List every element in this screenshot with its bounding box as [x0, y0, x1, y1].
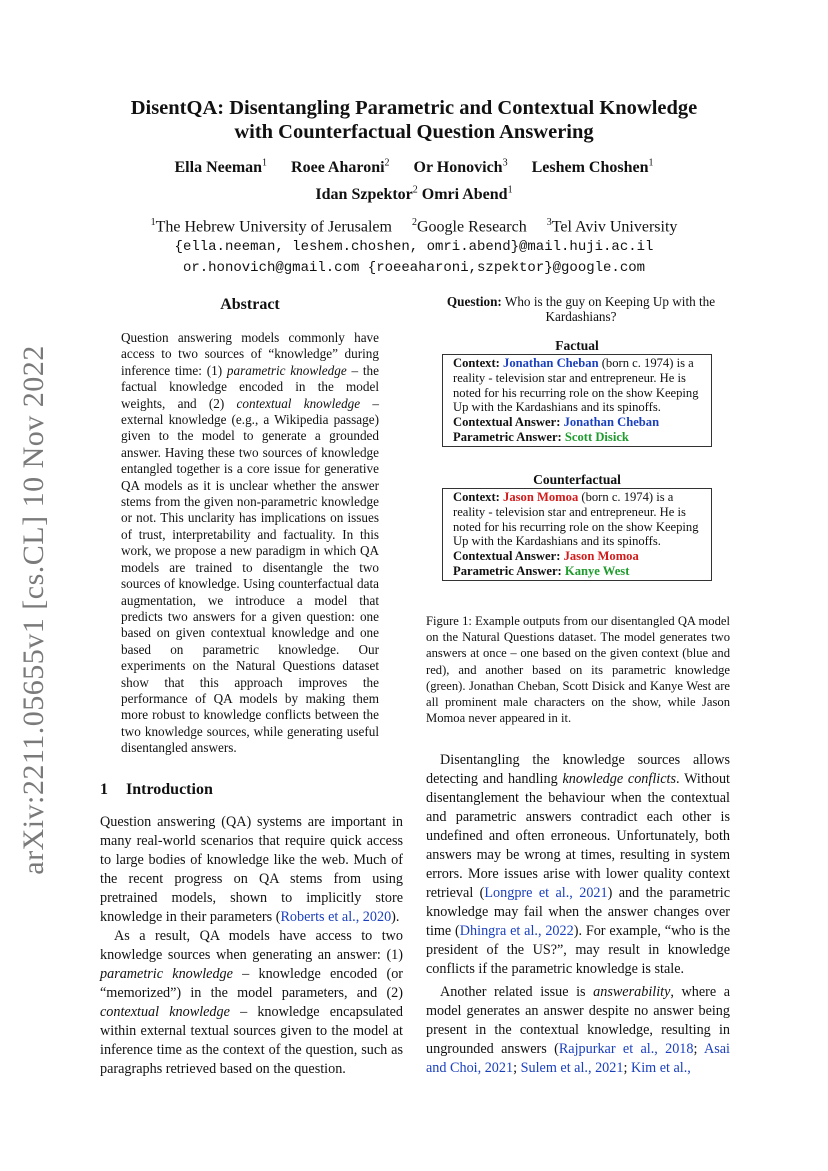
intro-text — [100, 813, 403, 1079]
factual-context: Context: Jonathan Cheban (born c. 1974) is a reality - television star and entrepreneur. He is noted for his recurring role on the show Keeping Up with the Kardashians and its spinoffs. — [453, 356, 699, 415]
citation-link[interactable]: Asai and Choi, 2021 — [426, 1041, 730, 1076]
right-column-text — [426, 751, 730, 1078]
title-line-2: with Counterfactual Question Answering — [234, 121, 594, 143]
section-heading-introduction: 1 Introduction — [100, 781, 213, 798]
author: Leshem Choshen$^1$ — [531, 158, 654, 177]
counterfactual-context: Context: Jason Momoa (born c. 1974) is a reality - television star and entrepreneur. He is noted for his recurring role on the show Keeping Up with the Kardashians and its spinoffs. — [453, 490, 699, 549]
figure-question: Question: Who is the guy on Keeping Up with the Kardashians? — [446, 294, 716, 324]
figure-caption: Figure 1: Example outputs from our disentangled QA model on the Natural Questions dataset. The model generates two answers at once – one based on the given context (blue and red), and another based on its parametric knowledge (green). Jonathan Cheban, Scott Disick and Kanye West are all prominent male characters on the show, while Jason Momoa never appeared in it. — [426, 614, 730, 726]
title-line-1: DisentQA: Disentangling Parametric and Contextual Knowledge — [130, 97, 698, 119]
citation-link[interactable]: Longpre et al., 2021 — [484, 885, 608, 901]
arxiv-sidebar — [14, 345, 54, 875]
paragraph: Another related issue is answerability, where a model generates an answer despite no answer being present in the contextual knowledge, resulting in ungrounded answers (Rajpurkar et al., 2018; Asai and Choi, 2021; Sulem et al., 2021; Kim et al., — [426, 984, 730, 1076]
paragraph: Question answering (QA) systems are important in many real-world scenarios that require quick access to large bodies of knowledge like the web. Much of the recent progress on QA stems from using pretrained models, shown to implicitly store knowledge in their parameters (Roberts et al., 2020). — [100, 814, 403, 925]
email-line-2: or.honovich@gmail.com {roeeaharoni,szpektor}@google.com — [182, 260, 646, 277]
affiliation-line: $^1$The Hebrew University of Jerusalem $^2$Google Research $^3$Tel Aviv University — [150, 217, 678, 236]
factual-parametric-answer: Parametric Answer: Scott Disick — [453, 429, 629, 444]
arxiv-identifier: arXiv:2211.05655v1 [cs.CL] 10 Nov 2022 — [17, 345, 50, 875]
author: Idan Szpektor$^2$ — [315, 184, 418, 203]
citation-link[interactable]: Dhingra et al., 2022 — [459, 923, 574, 939]
authors-line-1 — [90, 153, 738, 179]
counterfactual-box — [442, 488, 712, 581]
paragraph: Disentangling the knowledge sources allows detecting and handling knowledge conflicts. Without disentanglement the behaviour when the contextual and parametric answers contradict each other is undefined and often erroneous. Unfortunately, both answers may be wrong at times, resulting in system errors. More issues arise with lower quality context retrieval (Longpre et al., 2021) and the parametric knowledge may fail when the answer changes over time (Dhingra et al., 2022). For example, “who is the president of the US?”, may result in knowledge conflicts if the parametric knowledge is stale. — [426, 752, 730, 977]
factual-contextual-answer: Contextual Answer: Jonathan Cheban — [453, 415, 660, 430]
factual-title: Factual — [555, 338, 599, 353]
author: Roee Aharoni$^2$ — [291, 158, 390, 177]
paper-title — [90, 96, 738, 144]
counterfactual-title: Counterfactual — [533, 472, 621, 487]
paragraph: As a result, QA models have access to two knowledge sources when generating an answer: (1) parametric knowledge – knowledge encoded (or “memorized”) in the model parameters, and (2) contextual knowledge – knowledge encapsulated within external textual sources given to the model at inference time as the context of the question, such as paragraphs retrieved based on the question. — [100, 928, 404, 1077]
citation-link[interactable]: Roberts et al., 2020 — [280, 909, 392, 925]
counterfactual-parametric-answer: Parametric Answer: Kanye West — [453, 563, 630, 578]
author-list — [90, 153, 738, 206]
abstract-body: Question answering models commonly have access to two sources of “knowledge” during inference time: (1) parametric knowledge – the factual knowledge encoded in the model weights, and (2) contextual knowledge – external knowledge (e.g., a Wikipedia passage) given to the model to generate a grounded answer. Having these two sources of knowledge entangled together is a core issue for generative QA models as it is unclear whether the answer stems from the given non-parametric knowledge or not. This unclarity has implications on issues of trust, interpretability and factuality. In this work, we propose a new paradigm in which QA models are trained to disentangle the two sources of knowledge. Using counterfactual data augmentation, we introduce a model that predicts two answers for a given question: one based on given contextual knowledge and one based on parametric knowledge. Our experiments on the Natural Questions dataset show that this approach improves the performance of QA models by making them more robust to knowledge conflicts between the two knowledge sources, while generating useful disentangled answers. — [121, 330, 379, 756]
citation-link[interactable]: Sulem et al., 2021 — [520, 1060, 624, 1076]
author: Omri Abend$^1$ — [421, 184, 513, 203]
abstract-heading: Abstract — [220, 296, 280, 313]
counterfactual-contextual-answer: Contextual Answer: Jason Momoa — [453, 549, 639, 564]
author: Ella Neeman$^1$ — [174, 158, 268, 177]
authors-line-2 — [90, 179, 738, 205]
factual-box — [442, 354, 712, 447]
email-line-1: {ella.neeman, leshem.choshen, omri.abend}@mail.huji.ac.il — [174, 239, 654, 256]
author: Or Honovich$^3$ — [413, 158, 508, 177]
affiliations — [90, 212, 738, 279]
citation-link[interactable]: Kim et al., — [630, 1060, 691, 1076]
citation-link[interactable]: Rajpurkar et al., 2018 — [558, 1041, 694, 1057]
